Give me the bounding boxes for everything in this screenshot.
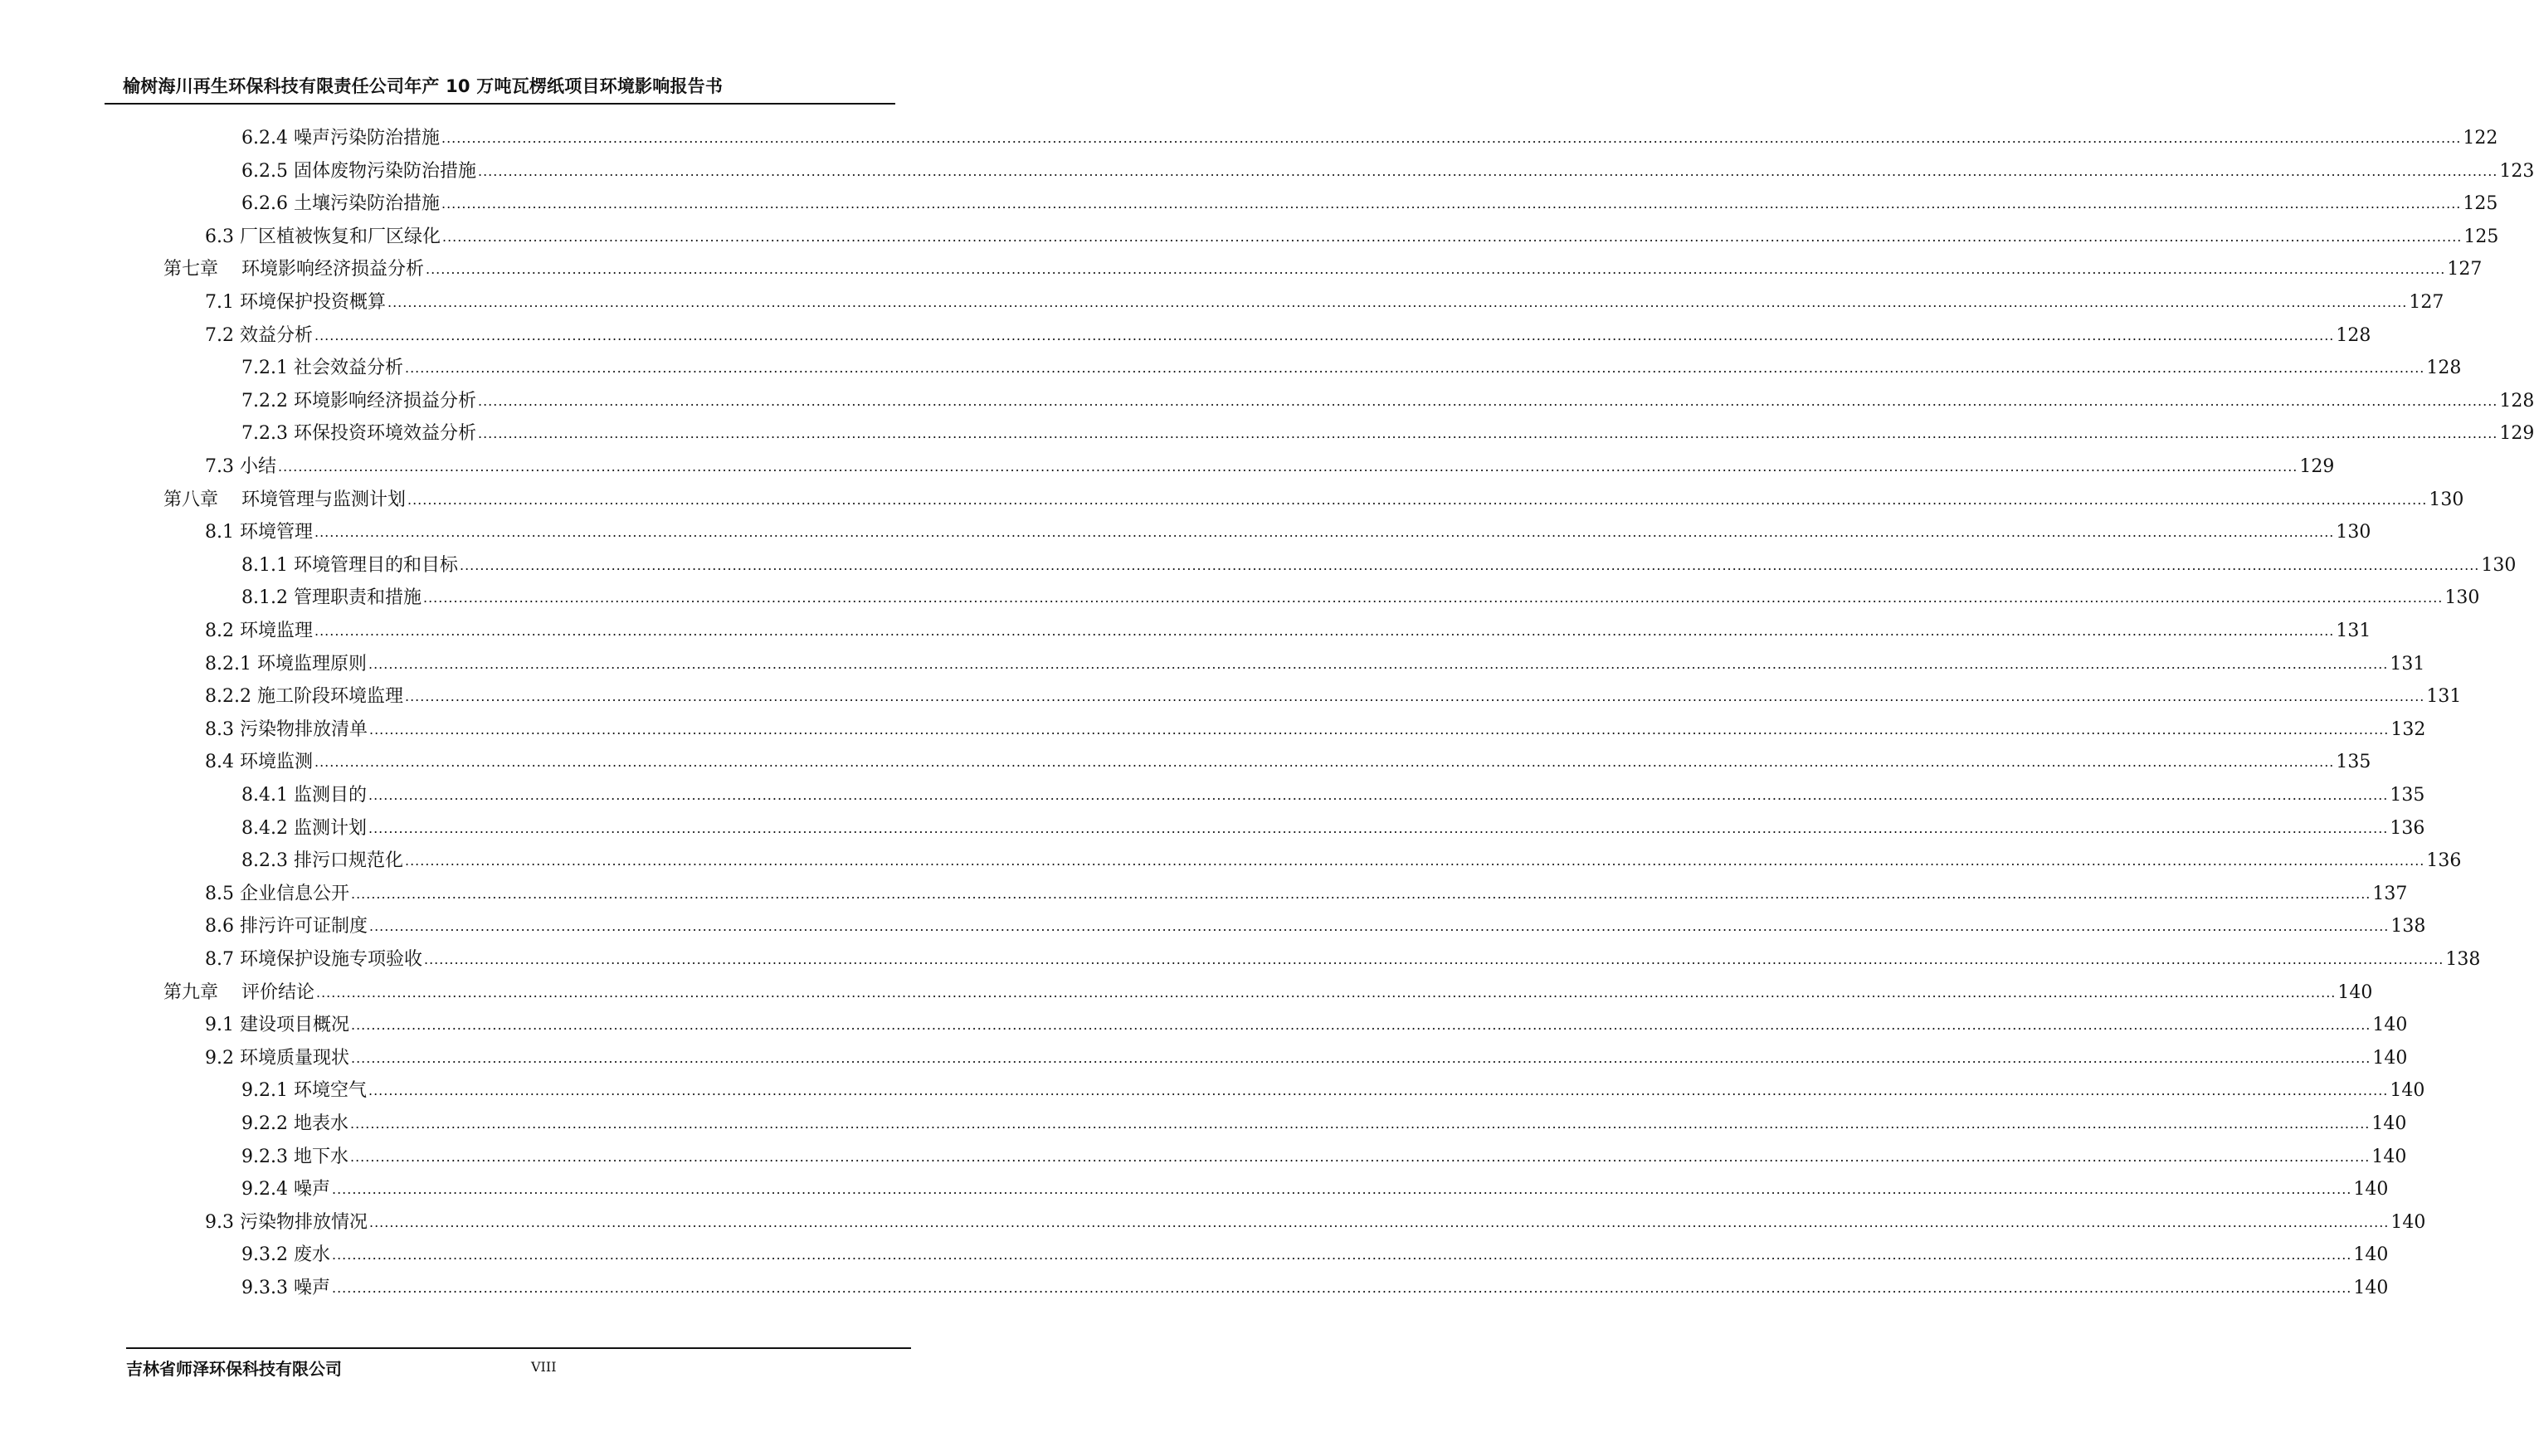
toc-leader-dots: ................................................................................................................................................................................................................................................................................................................................................................................................................	[368, 918, 2390, 935]
toc-leader-dots: ................................................................................................................................................................................................................................................................................................................................................................................................................	[349, 1148, 2371, 1165]
toc-entry-label: 第七章 环境影响经济损益分析	[163, 259, 424, 280]
footer-company: 吉林省师泽环保科技有限公司	[126, 1359, 342, 1379]
toc-entry-page: 140	[2353, 1278, 2389, 1298]
toc-leader-dots: ................................................................................................................................................................................................................................................................................................................................................................................................................	[404, 360, 2425, 377]
toc-entry	[205, 320, 2371, 348]
toc-entry-page: 136	[2390, 817, 2425, 839]
toc-leader-dots: ................................................................................................................................................................................................................................................................................................................................................................................................................	[477, 163, 2498, 179]
toc-entry-label: 6.2.4 噪声污染防治措施	[241, 128, 440, 149]
toc-entry	[205, 681, 2462, 709]
toc-entry-label: 6.2.5 固体废物污染防治措施	[241, 160, 476, 182]
toc-entry-label: 8.2 环境监理	[205, 621, 313, 641]
toc-entry-page: 129	[2299, 456, 2335, 477]
toc-entry-label: 8.3 污染物排放清单	[205, 718, 368, 740]
toc-entry	[241, 418, 2534, 446]
toc-entry	[241, 188, 2498, 217]
toc-entry-page: 127	[2447, 259, 2483, 280]
toc-leader-dots: ................................................................................................................................................................................................................................................................................................................................................................................................................	[441, 196, 2462, 212]
toc-leader-dots: ................................................................................................................................................................................................................................................................................................................................................................................................................	[350, 1017, 2371, 1034]
toc-entry-label: 8.5 企业信息公开	[205, 883, 349, 904]
toc-entry-page: 140	[2371, 1113, 2407, 1134]
toc-entry-page: 138	[2390, 916, 2426, 937]
toc-entry	[205, 1043, 2408, 1071]
toc-entry-label: 8.4 环境监测	[205, 752, 313, 773]
toc-entry-page: 125	[2463, 193, 2498, 215]
toc-entry-page: 132	[2390, 718, 2426, 740]
toc-entry	[205, 649, 2425, 677]
toc-entry-page: 128	[2336, 324, 2371, 346]
toc-entry-page: 135	[2390, 785, 2425, 806]
toc-entry-page: 131	[2390, 653, 2425, 674]
toc-leader-dots: ................................................................................................................................................................................................................................................................................................................................................................................................................	[315, 984, 2337, 1001]
toc-leader-dots: ................................................................................................................................................................................................................................................................................................................................................................................................................	[404, 853, 2425, 869]
toc-entry-label: 9.2 环境质量现状	[205, 1047, 349, 1069]
toc-entry-label: 8.7 环境保护设施专项验收	[205, 949, 422, 970]
page-header-title: 榆树海川再生环保科技有限责任公司年产 10 万吨瓦楞纸项目环境影响报告书	[123, 76, 724, 96]
toc-entry-page: 140	[2353, 1244, 2389, 1266]
toc-entry	[205, 747, 2371, 775]
toc-entry-page: 131	[2426, 686, 2462, 708]
toc-entry	[241, 813, 2425, 841]
toc-entry	[241, 386, 2534, 414]
toc-entry	[205, 911, 2426, 939]
toc-entry-label: 8.1.1 环境管理目的和目标	[241, 554, 458, 576]
toc-leader-dots: ................................................................................................................................................................................................................................................................................................................................................................................................................	[368, 1214, 2390, 1230]
toc-entry	[241, 1174, 2389, 1202]
toc-entry-page: 135	[2336, 752, 2371, 773]
toc-entry-label: 9.2.2 地表水	[241, 1113, 348, 1134]
toc-leader-dots: ................................................................................................................................................................................................................................................................................................................................................................................................................	[314, 327, 2335, 343]
toc-leader-dots: ................................................................................................................................................................................................................................................................................................................................................................................................................	[350, 885, 2371, 902]
toc-entry-page: 138	[2445, 949, 2481, 970]
toc-entry-page: 130	[2336, 522, 2371, 543]
toc-entry-label: 9.2.4 噪声	[241, 1179, 330, 1200]
toc-entry	[241, 1075, 2425, 1103]
toc-entry-label: 9.3.3 噪声	[241, 1278, 330, 1298]
toc-entry-label: 6.2.6 土壤污染防治措施	[241, 193, 440, 215]
toc-entry	[241, 1239, 2389, 1268]
toc-entry	[241, 123, 2498, 151]
toc-entry-label: 8.1.2 管理职责和措施	[241, 587, 422, 609]
toc-entry-page: 129	[2499, 423, 2534, 445]
toc-entry-page: 140	[2390, 1080, 2425, 1102]
toc-entry	[241, 1142, 2407, 1170]
toc-leader-dots: ................................................................................................................................................................................................................................................................................................................................................................................................................	[314, 754, 2335, 771]
toc-entry-label: 8.4.1 监测目的	[241, 785, 367, 806]
toc-entry	[205, 287, 2444, 315]
toc-leader-dots: ................................................................................................................................................................................................................................................................................................................................................................................................................	[425, 261, 2446, 278]
toc-entry-page: 140	[2337, 981, 2373, 1003]
toc-leader-dots: ................................................................................................................................................................................................................................................................................................................................................................................................................	[277, 459, 2298, 475]
toc-leader-dots: ................................................................................................................................................................................................................................................................................................................................................................................................................	[441, 130, 2462, 146]
toc-entry	[205, 451, 2335, 480]
toc-leader-dots: ................................................................................................................................................................................................................................................................................................................................................................................................................	[459, 557, 2480, 573]
toc-leader-dots: ................................................................................................................................................................................................................................................................................................................................................................................................................	[477, 392, 2498, 409]
toc-entry	[163, 485, 2464, 513]
toc-leader-dots: ................................................................................................................................................................................................................................................................................................................................................................................................................	[314, 623, 2335, 639]
toc-leader-dots: ................................................................................................................................................................................................................................................................................................................................................................................................................	[368, 1083, 2389, 1099]
toc-leader-dots: ................................................................................................................................................................................................................................................................................................................................................................................................................	[350, 1049, 2371, 1066]
toc-entry-page: 130	[2481, 554, 2517, 576]
toc-entry-label: 9.1 建设项目概况	[205, 1015, 349, 1036]
toc-leader-dots: ................................................................................................................................................................................................................................................................................................................................................................................................................	[407, 491, 2428, 508]
toc-entry-page: 140	[2353, 1179, 2389, 1200]
toc-entry	[241, 845, 2462, 874]
toc-leader-dots: ................................................................................................................................................................................................................................................................................................................................................................................................................	[314, 524, 2335, 541]
toc-entry-label: 第八章 环境管理与监测计划	[163, 489, 406, 510]
toc-entry	[163, 977, 2373, 1006]
toc-entry	[241, 582, 2480, 611]
toc-entry	[205, 1010, 2408, 1038]
toc-entry-page: 128	[2499, 390, 2534, 411]
toc-entry-page: 123	[2499, 160, 2534, 182]
toc-entry-page: 130	[2429, 489, 2464, 510]
toc-entry-label: 8.2.3 排污口规范化	[241, 850, 403, 872]
toc-leader-dots: ................................................................................................................................................................................................................................................................................................................................................................................................................	[387, 295, 2408, 310]
footer-rule	[126, 1347, 911, 1349]
toc-leader-dots: ................................................................................................................................................................................................................................................................................................................................................................................................................	[368, 820, 2389, 836]
toc-leader-dots: ................................................................................................................................................................................................................................................................................................................................................................................................................	[368, 655, 2389, 672]
toc-entry-page: 140	[2372, 1015, 2408, 1036]
toc-entry-page: 125	[2463, 226, 2499, 247]
toc-entry-page: 140	[2372, 1047, 2408, 1069]
toc-entry-page: 131	[2336, 621, 2371, 641]
toc-leader-dots: ................................................................................................................................................................................................................................................................................................................................................................................................................	[349, 1116, 2371, 1132]
toc-entry	[241, 156, 2534, 184]
toc-entry	[205, 714, 2426, 743]
toc-entry-label: 9.3.2 废水	[241, 1244, 330, 1266]
toc-entry	[205, 222, 2499, 250]
toc-entry-label: 8.2.2 施工阶段环境监理	[205, 686, 403, 708]
toc-entry-page: 130	[2444, 587, 2480, 609]
toc-entry-page: 127	[2409, 292, 2444, 313]
toc-leader-dots: ................................................................................................................................................................................................................................................................................................................................................................................................................	[441, 228, 2463, 245]
toc-entry	[241, 353, 2462, 381]
toc-entry-label: 9.3 污染物排放情况	[205, 1211, 368, 1233]
toc-leader-dots: ................................................................................................................................................................................................................................................................................................................................................................................................................	[404, 689, 2425, 705]
toc-entry-label: 8.4.2 监测计划	[241, 817, 367, 839]
toc-leader-dots: ................................................................................................................................................................................................................................................................................................................................................................................................................	[331, 1280, 2352, 1296]
toc-entry-page: 140	[2371, 1146, 2407, 1167]
toc-entry	[205, 517, 2371, 545]
toc-entry-page: 122	[2463, 128, 2498, 149]
toc-entry-label: 9.2.1 环境空气	[241, 1080, 367, 1102]
footer-page-number: VIII	[531, 1359, 557, 1375]
toc-entry-label: 7.2.1 社会效益分析	[241, 358, 403, 379]
header-rule	[105, 103, 895, 105]
toc-entry-label: 7.1 环境保护投资概算	[205, 292, 386, 313]
toc-entry-label: 8.2.1 环境监理原则	[205, 653, 367, 674]
toc-leader-dots: ................................................................................................................................................................................................................................................................................................................................................................................................................	[422, 590, 2444, 606]
toc-entry	[241, 1108, 2407, 1137]
toc-entry	[205, 944, 2481, 972]
toc-entry-page: 136	[2426, 850, 2462, 872]
toc-entry-label: 9.2.3 地下水	[241, 1146, 348, 1167]
toc-entry-page: 128	[2426, 358, 2462, 379]
toc-entry-label: 6.3 厂区植被恢复和厂区绿化	[205, 226, 441, 247]
toc-entry-label: 8.1 环境管理	[205, 522, 313, 543]
toc-entry-label: 7.2 效益分析	[205, 324, 313, 346]
toc-entry	[205, 1207, 2426, 1235]
toc-entry-label: 7.3 小结	[205, 456, 276, 477]
toc-leader-dots: ................................................................................................................................................................................................................................................................................................................................................................................................................	[331, 1247, 2352, 1264]
toc-entry	[163, 254, 2483, 282]
toc-entry-label: 7.2.3 环保投资环境效益分析	[241, 423, 476, 445]
toc-entry-page: 137	[2372, 883, 2408, 904]
toc-entry-label: 第九章 评价结论	[163, 981, 314, 1003]
toc-leader-dots: ................................................................................................................................................................................................................................................................................................................................................................................................................	[477, 426, 2498, 442]
toc-leader-dots: ................................................................................................................................................................................................................................................................................................................................................................................................................	[331, 1181, 2352, 1198]
toc-entry	[241, 780, 2425, 808]
toc-leader-dots: ................................................................................................................................................................................................................................................................................................................................................................................................................	[368, 721, 2390, 738]
toc-entry	[205, 879, 2408, 907]
toc-entry	[241, 1273, 2389, 1301]
toc-entry-label: 8.6 排污许可证制度	[205, 916, 368, 937]
toc-leader-dots: ................................................................................................................................................................................................................................................................................................................................................................................................................	[423, 952, 2444, 967]
toc-entry-page: 140	[2390, 1211, 2426, 1233]
toc-entry-label: 7.2.2 环境影响经济损益分析	[241, 390, 476, 411]
toc-entry	[241, 550, 2517, 578]
toc-entry	[205, 616, 2371, 644]
toc-leader-dots: ................................................................................................................................................................................................................................................................................................................................................................................................................	[368, 787, 2389, 803]
